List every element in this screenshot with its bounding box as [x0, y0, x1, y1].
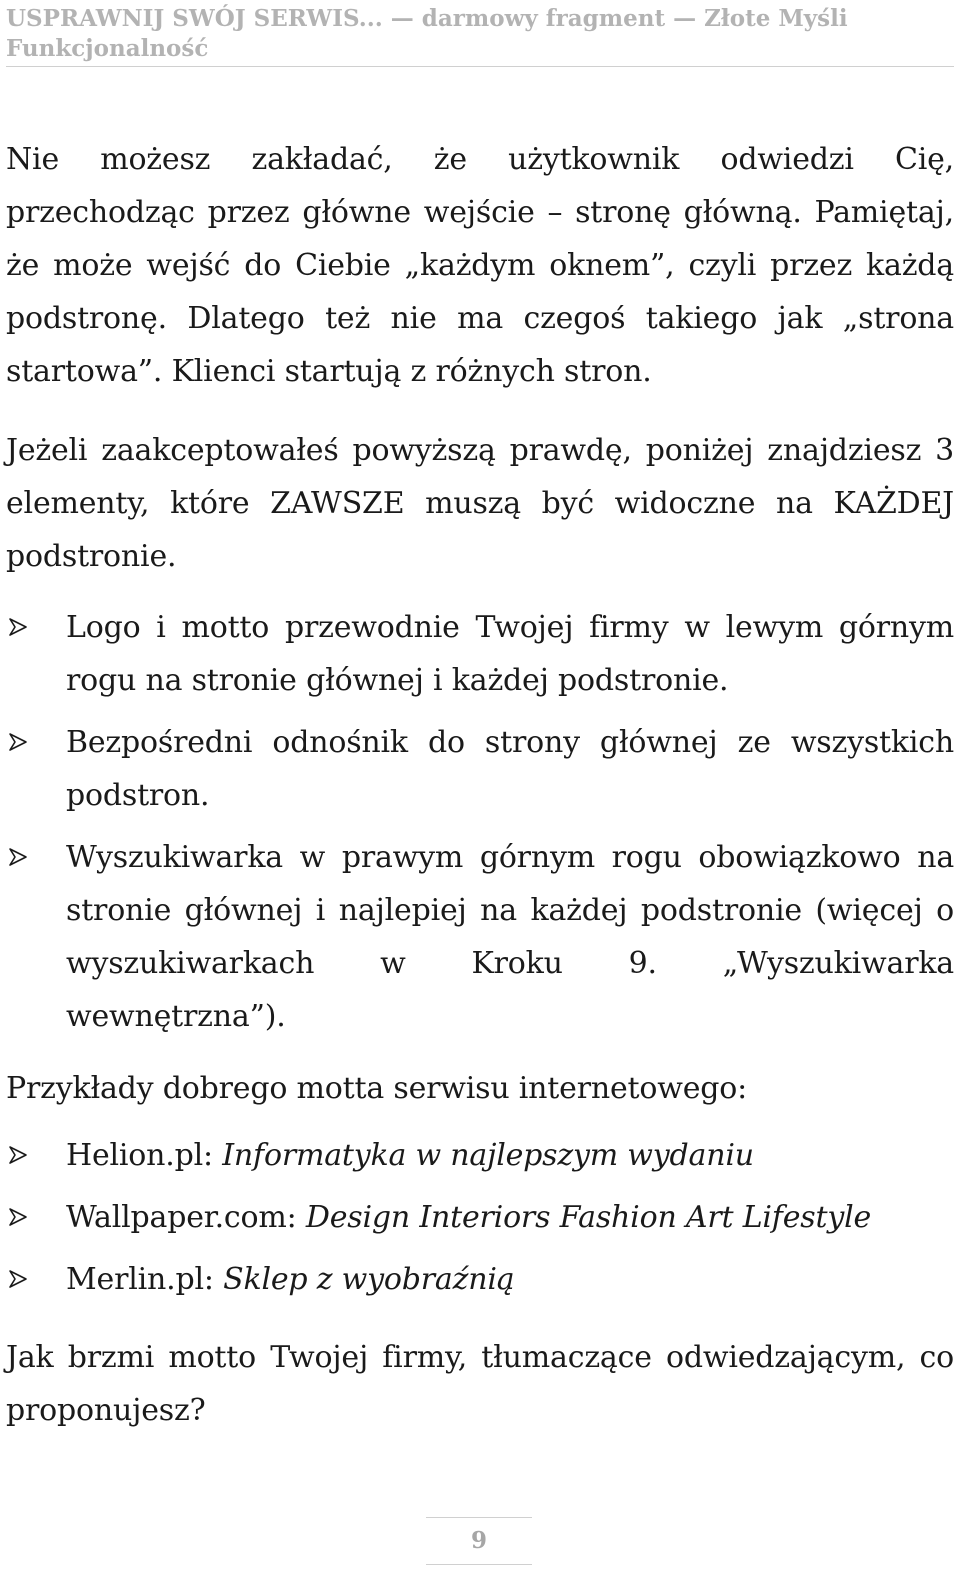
list-item	[6, 716, 954, 822]
list-item-text: Wyszukiwarka w prawym górnym rogu obowiązkowo na stronie głównej i najlepiej na każdej podstronie (więcej o wyszukiwarkach w Kroku 9. „Wyszukiwarka wewnętrzna”).	[66, 840, 954, 1034]
examples-intro: Przykłady dobrego motta serwisu internetowego:	[6, 1071, 748, 1106]
intro-paragraph: Nie możesz zakładać, że użytkownik odwiedzi Cię, przechodząc przez główne wejście – stronę główną. Pamiętaj, że może wejść do Ciebie „każdym oknem”, czyli przez każdą podstronę. Dlatego też nie ma czegoś takiego jak „strona startowa”. Klienci startują z różnych stron.	[6, 142, 954, 389]
example-site: Wallpaper.com:	[66, 1200, 306, 1235]
list-item	[6, 1253, 954, 1306]
example-motto: Informatyka w najlepszym wydaniu	[222, 1138, 754, 1173]
example-motto: Sklep z wyobraźnią	[223, 1262, 515, 1297]
arrow-bullet-icon	[6, 1267, 30, 1291]
arrow-bullet-icon	[6, 615, 30, 639]
arrow-bullet-icon	[6, 730, 30, 754]
list-item-text: Bezpośredni odnośnik do strony głównej ze wszystkich podstron.	[66, 725, 954, 813]
example-site: Merlin.pl:	[66, 1262, 224, 1297]
arrow-bullet-icon	[6, 1143, 30, 1167]
motto-examples-list	[6, 1129, 954, 1306]
list-item	[6, 831, 954, 1043]
example-site: Helion.pl:	[66, 1138, 223, 1173]
list-item	[6, 1191, 954, 1244]
list-item	[6, 1129, 954, 1182]
closing-question: Jak brzmi motto Twojej firmy, tłumaczące odwiedzającym, co proponujesz?	[6, 1340, 954, 1428]
arrow-bullet-icon	[6, 1205, 30, 1229]
required-elements-list	[6, 601, 954, 1043]
page-content	[6, 133, 954, 1437]
header-section: Funkcjonalność	[6, 35, 209, 62]
page-number: 9	[470, 1527, 487, 1554]
accept-paragraph: Jeżeli zaakceptowałeś powyższą prawdę, poniżej znajdziesz 3 elementy, które ZAWSZE muszą być widoczne na KAŻDEJ podstronie.	[6, 433, 954, 574]
arrow-bullet-icon	[6, 845, 30, 869]
page-footer	[426, 1517, 532, 1565]
list-item	[6, 601, 954, 707]
example-motto: Design Interiors Fashion Art Lifestyle	[305, 1200, 872, 1235]
running-header	[6, 4, 954, 67]
list-item-text: Logo i motto przewodnie Twojej firmy w lewym górnym rogu na stronie głównej i każdej podstronie.	[66, 610, 954, 698]
header-title: USPRAWNIJ SWÓJ SERWIS... — darmowy fragment — Złote Myśli	[6, 5, 848, 32]
